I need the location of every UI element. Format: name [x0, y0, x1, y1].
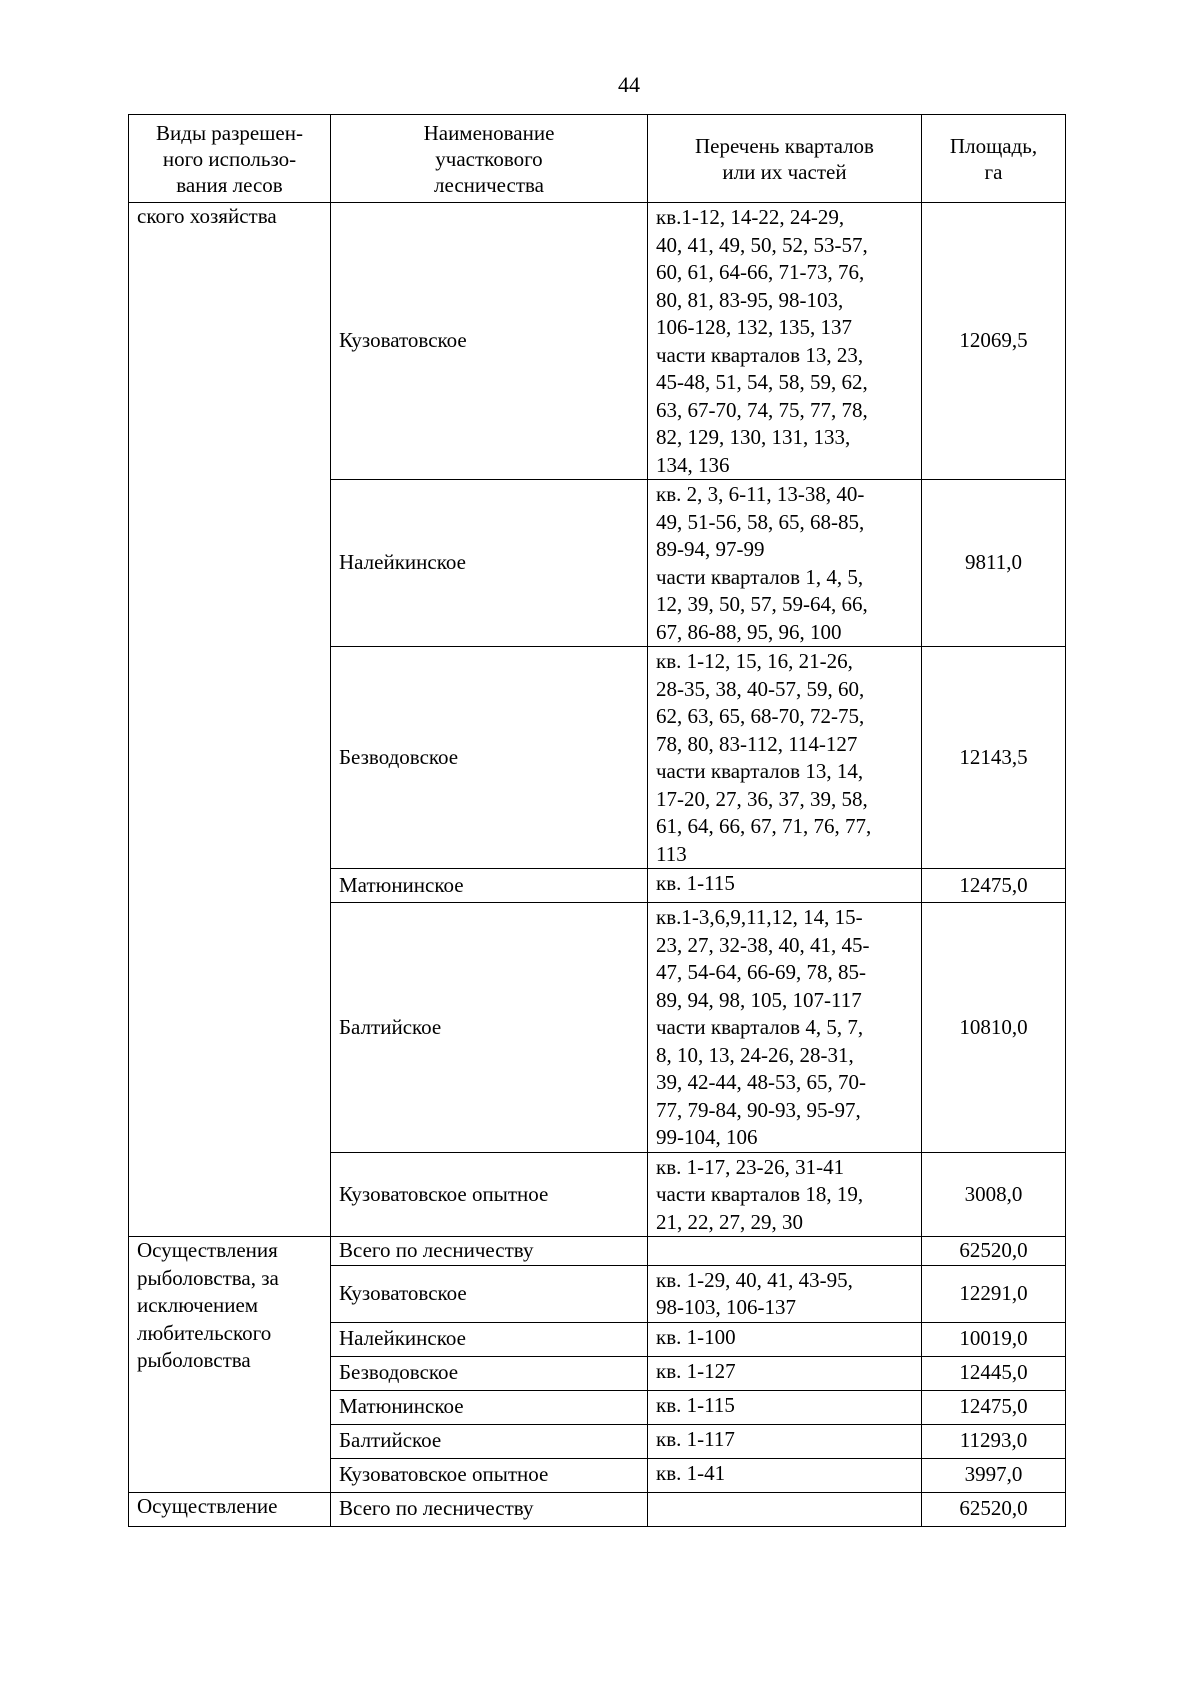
district-name-cell: Всего по лесничеству [331, 1237, 648, 1266]
area-cell: 12475,0 [922, 1390, 1066, 1424]
quarters-cell: кв.1-3,6,9,11,12, 14, 15- 23, 27, 32-38, 40, 41, 45- 47, 54-64, 66-69, 78, 85- 89, 94, 98, 105, 107-117 части кварталов 4, 5, 7, 8, 10, 13, 24-26, 28-31, 39, 42-44, 48-53, 65, 70- 77, 79-84, 90-93, 95-97, 99-104, 106 [648, 903, 922, 1153]
table-row [129, 1237, 1066, 1266]
table-header-row [129, 115, 1066, 203]
use-type-cell: Осуществления рыболовства, за исключением любительского рыболовства [129, 1237, 331, 1493]
area-cell: 11293,0 [922, 1424, 1066, 1458]
district-name-cell: Налейкинское [331, 480, 648, 647]
area-cell: 12445,0 [922, 1356, 1066, 1390]
district-name-cell: Кузоватовское опытное [331, 1152, 648, 1237]
quarters-cell: кв.1-12, 14-22, 24-29, 40, 41, 49, 50, 52, 53-57, 60, 61, 64-66, 71-73, 76, 80, 81, 83-95, 98-103, 106-128, 132, 135, 137 части кварталов 13, 23, 45-48, 51, 54, 58, 59, 62, 63, 67-70, 74, 75, 77, 78, 82, 129, 130, 131, 133, 134, 136 [648, 203, 922, 480]
quarters-cell: кв. 1-100 [648, 1322, 922, 1356]
quarters-cell: кв. 2, 3, 6-11, 13-38, 40- 49, 51-56, 58, 65, 68-85, 89-94, 97-99 части кварталов 1, 4, 5, 12, 39, 50, 57, 59-64, 66, 67, 86-88, 95, 96, 100 [648, 480, 922, 647]
table-row [129, 203, 1066, 480]
quarters-cell [648, 1492, 922, 1526]
quarters-cell: кв. 1-29, 40, 41, 43-95, 98-103, 106-137 [648, 1265, 922, 1322]
area-cell: 9811,0 [922, 480, 1066, 647]
district-name-cell: Кузоватовское [331, 203, 648, 480]
quarters-cell: кв. 1-117 [648, 1424, 922, 1458]
forest-use-table [128, 114, 1066, 1527]
district-name-cell: Кузоватовское опытное [331, 1458, 648, 1492]
header-quarters-list: Перечень кварталов или их частей [648, 115, 922, 203]
quarters-cell: кв. 1-17, 23-26, 31-41 части кварталов 18, 19, 21, 22, 27, 29, 30 [648, 1152, 922, 1237]
district-name-cell: Матюнинское [331, 1390, 648, 1424]
area-cell: 10810,0 [922, 903, 1066, 1153]
area-cell: 62520,0 [922, 1492, 1066, 1526]
district-name-cell: Матюнинское [331, 869, 648, 903]
area-cell: 3008,0 [922, 1152, 1066, 1237]
header-use-type: Виды разрешен- ного использо- вания лесов [129, 115, 331, 203]
use-type-cell: Осуществление [129, 1492, 331, 1526]
quarters-cell: кв. 1-12, 15, 16, 21-26, 28-35, 38, 40-57, 59, 60, 62, 63, 65, 68-70, 72-75, 78, 80, 83-112, 114-127 части кварталов 13, 14, 17-20, 27, 36, 37, 39, 58, 61, 64, 66, 67, 71, 76, 77, 113 [648, 647, 922, 869]
district-name-cell: Безводовское [331, 1356, 648, 1390]
use-type-cell: ского хозяйства [129, 203, 331, 1237]
district-name-cell: Налейкинское [331, 1322, 648, 1356]
quarters-cell: кв. 1-115 [648, 1390, 922, 1424]
area-cell: 10019,0 [922, 1322, 1066, 1356]
table-row [129, 1492, 1066, 1526]
area-cell: 3997,0 [922, 1458, 1066, 1492]
quarters-cell: кв. 1-41 [648, 1458, 922, 1492]
quarters-cell: кв. 1-115 [648, 869, 922, 903]
page-number: 44 [618, 72, 640, 97]
quarters-cell: кв. 1-127 [648, 1356, 922, 1390]
district-name-cell: Всего по лесничеству [331, 1492, 648, 1526]
area-cell: 12069,5 [922, 203, 1066, 480]
area-cell: 12291,0 [922, 1265, 1066, 1322]
district-name-cell: Безводовское [331, 647, 648, 869]
district-name-cell: Кузоватовское [331, 1265, 648, 1322]
area-cell: 12475,0 [922, 869, 1066, 903]
area-cell: 12143,5 [922, 647, 1066, 869]
quarters-cell [648, 1237, 922, 1266]
area-cell: 62520,0 [922, 1237, 1066, 1266]
district-name-cell: Балтийское [331, 1424, 648, 1458]
header-area: Площадь, га [922, 115, 1066, 203]
district-name-cell: Балтийское [331, 903, 648, 1153]
header-district-name: Наименование участкового лесничества [331, 115, 648, 203]
